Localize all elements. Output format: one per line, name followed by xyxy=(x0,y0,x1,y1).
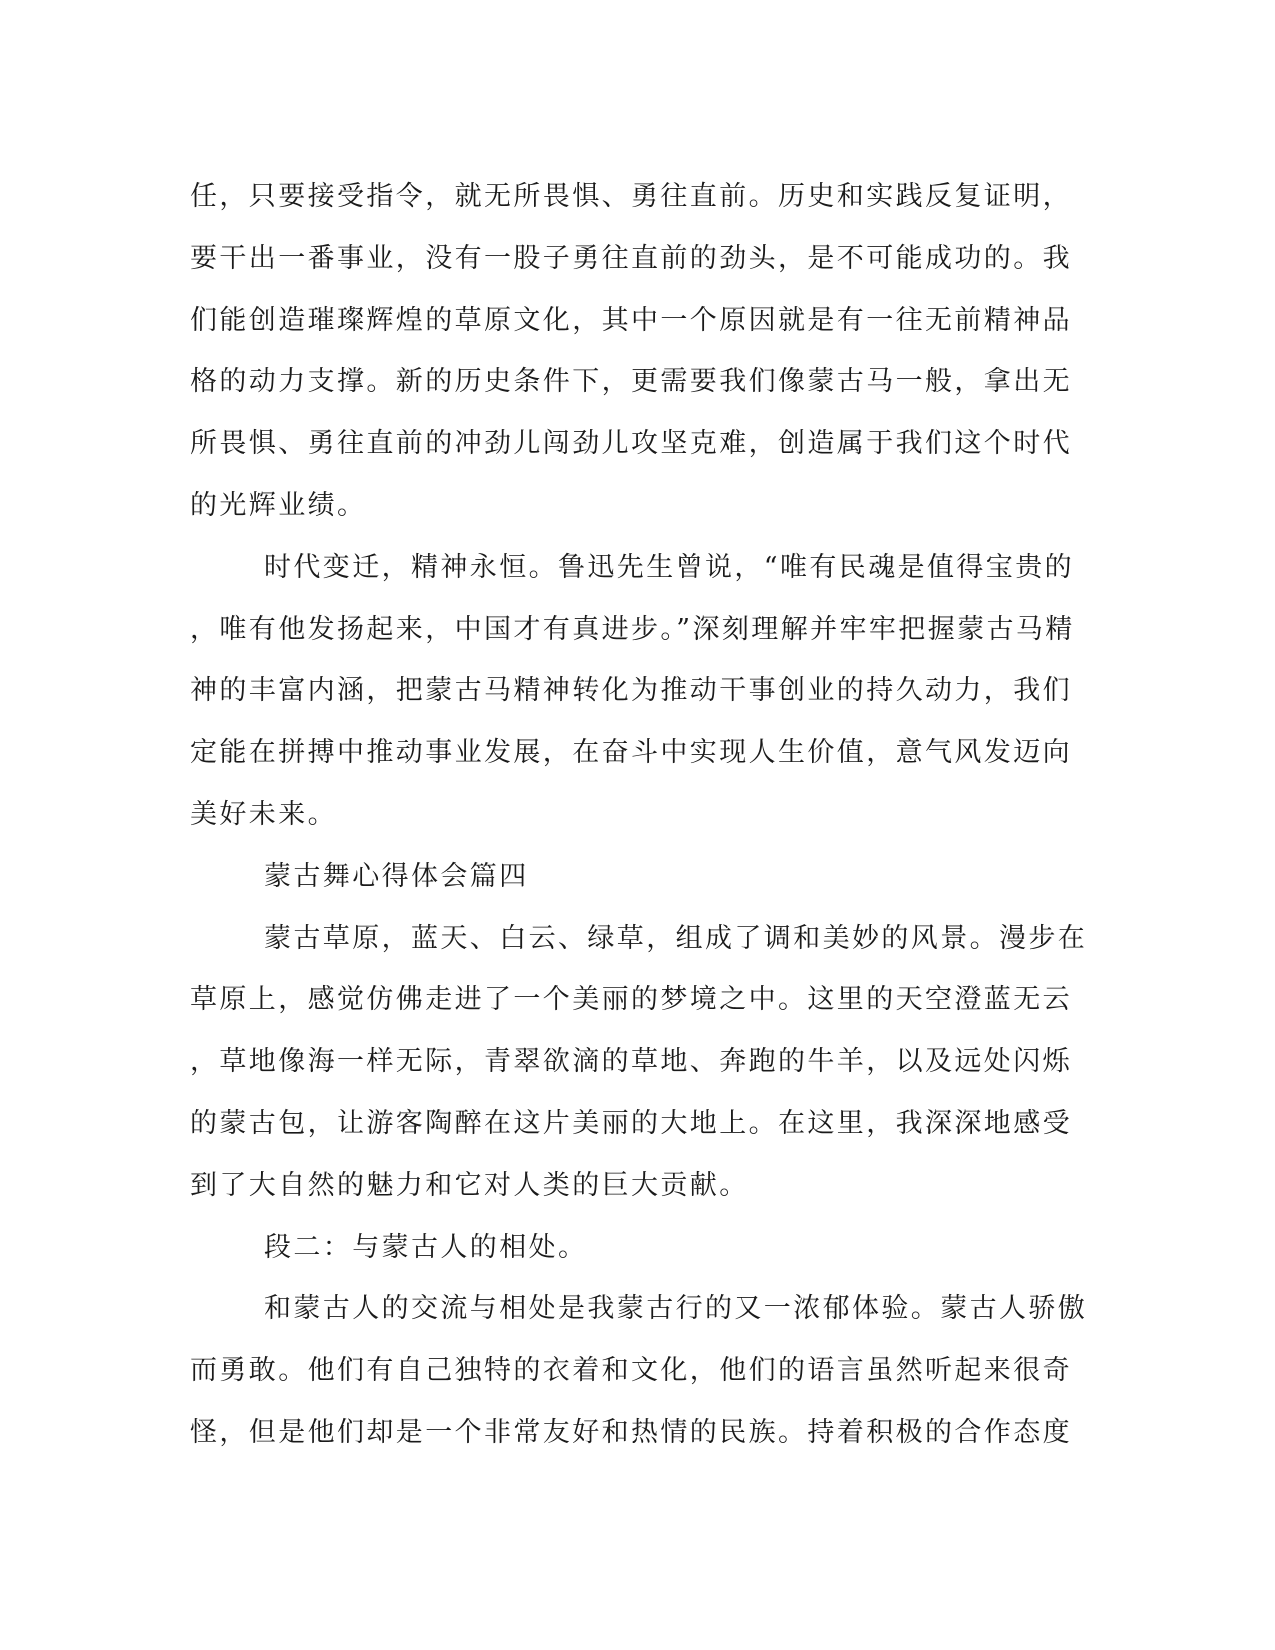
paragraph-start-line: 和蒙古人的交流与相处是我蒙古行的又一浓郁体验。蒙古人骄傲 xyxy=(264,1293,1088,1325)
text-line: ，草地像海一样无际，青翠欲滴的草地、奔跑的牛羊，以及远处闪烁 xyxy=(190,1046,1072,1078)
paragraph-start-line: 蒙古草原，蓝天、白云、绿草，组成了调和美妙的风景。漫步在 xyxy=(264,922,1088,954)
text-line: 神的丰富内涵，把蒙古马精神转化为推动干事创业的持久动力，我们 xyxy=(190,675,1072,707)
text-line: 格的动力支撑。新的历史条件下，更需要我们像蒙古马一般，拿出无 xyxy=(190,366,1072,398)
text-line: 定能在拼搏中推动事业发展，在奋斗中实现人生价值，意气风发迈向 xyxy=(190,737,1072,769)
text-line: 任，只要接受指令，就无所畏惧、勇往直前。历史和实践反复证明， xyxy=(190,181,1072,212)
paragraph-start-line: 时代变迁，精神永恒。鲁迅先生曾说，“唯有民魂是值得宝贵的 xyxy=(264,551,1075,583)
text-line: 的蒙古包，让游客陶醉在这片美丽的大地上。在这里，我深深地感受 xyxy=(190,1107,1072,1139)
text-line: 所畏惧、勇往直前的冲劲儿闯劲儿攻坚克难，创造属于我们这个时代 xyxy=(190,428,1072,460)
text-line: 要干出一番事业，没有一股子勇往直前的劲头，是不可能成功的。我 xyxy=(190,242,1072,274)
text-line: 到了大自然的魅力和它对人类的巨大贡献。 xyxy=(190,1169,749,1201)
text-line: 草原上，感觉仿佛走进了一个美丽的梦境之中。这里的天空澄蓝无云 xyxy=(190,984,1072,1016)
document-body xyxy=(190,166,1090,1464)
text-line: 们能创造璀璨辉煌的草原文化，其中一个原因就是有一往无前精神品 xyxy=(190,304,1072,336)
text-line: 怪，但是他们却是一个非常友好和热情的民族。持着积极的合作态度 xyxy=(190,1416,1072,1448)
section-heading: 蒙古舞心得体会篇四 xyxy=(264,860,529,892)
text-line: 美好未来。 xyxy=(190,798,337,830)
text-line: 的光辉业绩。 xyxy=(190,489,367,521)
subsection-heading: 段二：与蒙古人的相处。 xyxy=(264,1231,588,1263)
text-line: 而勇敢。他们有自己独特的衣着和文化，他们的语言虽然听起来很奇 xyxy=(190,1355,1072,1387)
text-line: ，唯有他发扬起来，中国才有真进步。”深刻理解并牢牢把握蒙古马精 xyxy=(190,613,1075,645)
